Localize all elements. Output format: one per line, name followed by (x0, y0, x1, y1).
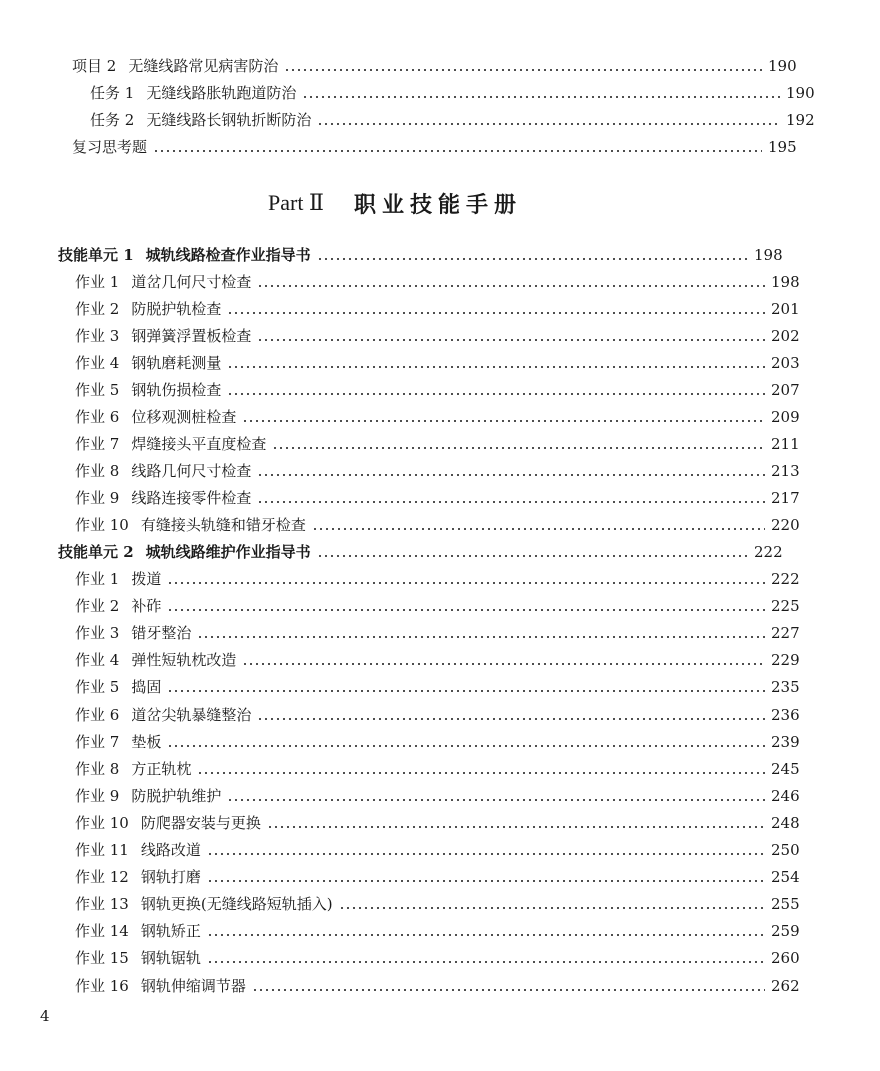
entry-page: 250 (771, 841, 800, 859)
entry-number: 作业 2 (75, 300, 120, 318)
entry-page: 202 (771, 327, 800, 345)
entry-number: 任务 2 (90, 111, 135, 129)
entry-number: 作业 10 (75, 813, 129, 832)
entry-number: 作业 8 (75, 759, 120, 778)
dot-leader (339, 892, 765, 916)
toc-entry-item[interactable] (0, 757, 865, 781)
entry-title: 钢轨打磨 (140, 868, 201, 887)
entry-page: 201 (771, 300, 800, 318)
entry-page: 190 (768, 57, 797, 75)
entry-page: 222 (754, 543, 783, 561)
entry-page: 245 (771, 759, 800, 778)
dot-leader (284, 54, 762, 78)
entry-title: 钢轨锯轨 (140, 949, 201, 968)
toc-entry-task[interactable] (0, 81, 880, 105)
entry-number: 作业 10 (75, 516, 129, 534)
entry-title: 线路连接零件检查 (131, 489, 252, 507)
entry-number: 作业 1 (75, 570, 120, 588)
toc-entry-unit[interactable] (0, 243, 848, 267)
entry-title: 道岔几何尺寸检查 (131, 273, 252, 291)
entry-number: 作业 1 (75, 273, 120, 291)
entry-page: 229 (771, 651, 800, 670)
entry-page: 248 (771, 813, 800, 832)
dot-leader (257, 703, 765, 727)
dot-leader (207, 838, 765, 862)
toc-entry-item[interactable] (0, 459, 865, 483)
part-label: Part Ⅱ (268, 190, 324, 215)
toc-entry-item[interactable] (0, 567, 865, 591)
entry-number: 作业 8 (75, 462, 120, 480)
entry-title: 无缝线路长钢轨折断防治 (146, 111, 312, 129)
dot-leader (197, 621, 765, 645)
dot-leader (272, 432, 765, 456)
dot-leader (317, 108, 780, 132)
entry-page: 259 (771, 922, 800, 941)
entry-number: 作业 9 (75, 786, 120, 805)
entry-page: 246 (771, 786, 800, 805)
dot-leader (257, 486, 765, 510)
entry-number: 作业 7 (75, 435, 120, 453)
dot-leader (267, 811, 765, 835)
entry-number: 项目 2 (72, 57, 117, 75)
entry-number: 作业 3 (75, 327, 120, 345)
dot-leader (227, 297, 765, 321)
entry-title: 错牙整治 (131, 624, 192, 643)
entry-number: 作业 6 (75, 705, 120, 724)
dot-leader (227, 784, 765, 808)
entry-page: 222 (771, 570, 800, 588)
entry-title: 钢弹簧浮置板检查 (131, 327, 252, 345)
entry-title: 钢轨矫正 (140, 922, 201, 941)
toc-entry-item[interactable] (0, 378, 865, 402)
entry-number: 作业 7 (75, 732, 120, 751)
entry-page: 254 (771, 868, 800, 887)
toc-entry-item[interactable] (0, 974, 865, 998)
dot-leader (167, 675, 765, 699)
toc-entry-task[interactable] (0, 108, 880, 132)
dot-leader (227, 351, 765, 375)
entry-page: 260 (771, 949, 800, 968)
toc-entry-item[interactable] (0, 703, 865, 727)
entry-number: 作业 5 (75, 678, 120, 697)
toc-entry-item[interactable] (0, 324, 865, 348)
entry-page: 235 (771, 678, 800, 697)
entry-number: 作业 13 (75, 895, 129, 914)
entry-page: 227 (771, 624, 800, 643)
entry-page: 195 (768, 138, 797, 156)
toc-entry-item[interactable] (0, 919, 865, 943)
dot-leader (252, 974, 765, 998)
toc-entry-item[interactable] (0, 594, 865, 618)
dot-leader (197, 757, 765, 781)
dot-leader (242, 405, 765, 429)
entry-number: 任务 1 (90, 84, 135, 102)
toc-entry-item[interactable] (0, 811, 865, 835)
toc-entry-item[interactable] (0, 486, 865, 510)
dot-leader (317, 540, 748, 564)
entry-number: 作业 11 (75, 841, 129, 859)
entry-number: 作业 9 (75, 489, 120, 507)
toc-entry-item[interactable] (0, 892, 865, 916)
entry-title: 焊缝接头平直度检查 (131, 435, 267, 453)
entry-title: 线路几何尺寸检查 (131, 462, 252, 480)
page-number: 4 (40, 1007, 50, 1025)
part-heading (0, 186, 790, 220)
dot-leader (167, 567, 765, 591)
entry-page: 239 (771, 732, 800, 751)
entry-page: 190 (786, 84, 815, 102)
entry-page: 209 (771, 408, 800, 426)
toc-entry-review[interactable] (0, 135, 862, 159)
dot-leader (317, 243, 748, 267)
entry-page: 220 (771, 516, 800, 534)
entry-page: 207 (771, 381, 800, 399)
entry-number: 作业 15 (75, 949, 129, 968)
dot-leader (302, 81, 780, 105)
entry-title: 弹性短轨枕改造 (131, 651, 237, 670)
entry-page: 236 (771, 705, 800, 724)
dot-leader (167, 730, 765, 754)
entry-title: 无缝线路常见病害防治 (128, 57, 279, 75)
entry-title: 方正轨枕 (131, 759, 192, 778)
entry-title: 垫板 (131, 732, 162, 751)
toc-entry-item[interactable] (0, 270, 865, 294)
toc-entry-item[interactable] (0, 946, 865, 970)
toc-entry-unit[interactable] (0, 540, 848, 564)
entry-title: 无缝线路胀轨跑道防治 (146, 84, 297, 102)
entry-title: 钢轨磨耗测量 (131, 354, 222, 372)
entry-title: 防爬器安装与更换 (140, 813, 261, 832)
toc-entry-item[interactable] (0, 784, 865, 808)
entry-page: 262 (771, 976, 800, 995)
entry-number: 作业 4 (75, 651, 120, 670)
entry-title: 防脱护轨检查 (131, 300, 222, 318)
entry-number: 技能单元 1 (58, 246, 134, 264)
entry-title: 复习思考题 (72, 138, 148, 156)
dot-leader (227, 378, 765, 402)
entry-number: 作业 4 (75, 354, 120, 372)
entry-title: 捣固 (131, 678, 162, 697)
entry-page: 213 (771, 462, 800, 480)
part-title: 职业技能手册 (353, 192, 522, 218)
entry-page: 217 (771, 489, 800, 507)
entry-title: 补砟 (131, 597, 162, 616)
entry-title: 钢轨更换(无缝线路短轨插入) (140, 895, 333, 914)
toc-entry-item[interactable] (0, 730, 865, 754)
entry-number: 作业 14 (75, 922, 129, 941)
toc-entry-item[interactable] (0, 405, 865, 429)
toc-entry-item[interactable] (0, 351, 865, 375)
entry-title: 有缝接头轨缝和错牙检查 (140, 516, 306, 534)
toc-entry-project[interactable] (0, 54, 862, 78)
dot-leader (257, 459, 765, 483)
toc-entry-item[interactable] (0, 621, 865, 645)
entry-page: 198 (754, 246, 783, 264)
entry-title: 道岔尖轨暴缝整治 (131, 705, 252, 724)
entry-number: 技能单元 2 (58, 543, 134, 561)
toc-entry-item[interactable] (0, 648, 865, 672)
dot-leader (153, 135, 762, 159)
entry-number: 作业 2 (75, 597, 120, 616)
entry-page: 211 (771, 435, 800, 453)
entry-number: 作业 3 (75, 624, 120, 643)
entry-title: 线路改道 (140, 841, 201, 859)
dot-leader (312, 513, 765, 537)
entry-title: 钢轨伸缩调节器 (140, 976, 246, 995)
entry-title: 钢轨伤损检查 (131, 381, 222, 399)
toc-entry-item[interactable] (0, 675, 865, 699)
dot-leader (257, 270, 765, 294)
entry-title: 拨道 (131, 570, 162, 588)
entry-number: 作业 16 (75, 976, 129, 995)
dot-leader (257, 324, 765, 348)
toc-entry-item[interactable] (0, 838, 865, 862)
dot-leader (167, 594, 765, 618)
dot-leader (242, 648, 765, 672)
entry-page: 225 (771, 597, 800, 616)
dot-leader (207, 919, 765, 943)
toc-entry-item[interactable] (0, 432, 865, 456)
entry-number: 作业 5 (75, 381, 120, 399)
entry-page: 255 (771, 895, 800, 914)
entry-page: 192 (786, 111, 815, 129)
dot-leader (207, 865, 765, 889)
entry-title: 防脱护轨维护 (131, 786, 222, 805)
entry-title: 位移观测桩检查 (131, 408, 237, 426)
toc-entry-item[interactable] (0, 513, 865, 537)
entry-title: 城轨线路维护作业指导书 (145, 543, 311, 561)
entry-number: 作业 12 (75, 868, 129, 887)
toc-entry-item[interactable] (0, 297, 865, 321)
toc-entry-item[interactable] (0, 865, 865, 889)
entry-page: 198 (771, 273, 800, 291)
entry-title: 城轨线路检查作业指导书 (145, 246, 311, 264)
dot-leader (207, 946, 765, 970)
entry-number: 作业 6 (75, 408, 120, 426)
entry-page: 203 (771, 354, 800, 372)
